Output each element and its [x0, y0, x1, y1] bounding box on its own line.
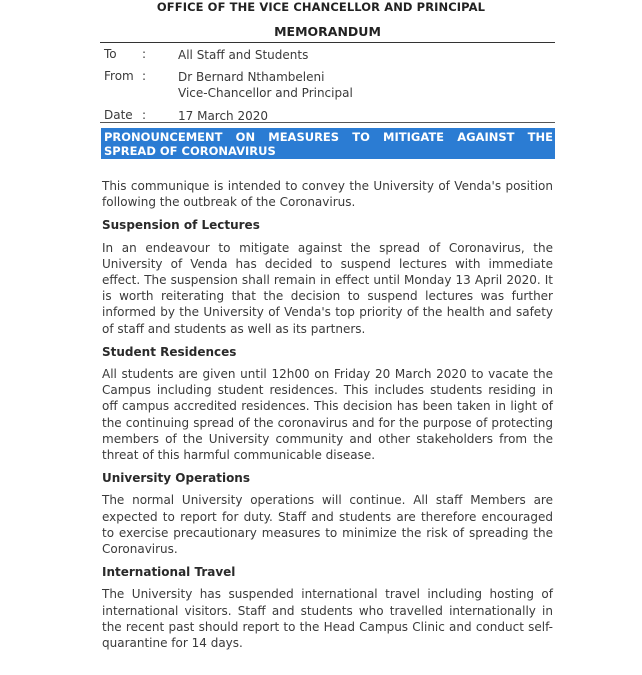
to-label: To: [104, 47, 117, 61]
memo-divider: [100, 42, 555, 43]
section-heading: Student Residences: [102, 344, 237, 359]
section-international-travel: [102, 564, 553, 651]
date-value: 17 March 2020: [178, 109, 269, 123]
date-colon: :: [142, 108, 147, 122]
from-colon: :: [142, 69, 147, 83]
section-body: The normal University operations will continue. All staff Members are expected to report for duty. Staff and students are therefore encouraged to exercise precautionary measures to minimize the risk of spreading the Coronavirus.: [102, 493, 553, 557]
from-value: [178, 69, 353, 101]
section-body: All students are given until 12h00 on Friday 20 March 2020 to vacate the Campus including student residences. This includes students residing in off campus accredited residences. This decision has been taken in light of the continuing spread of the coronavirus and for the purpose of protecting members of the University community and other stakeholders from the threat of this harmful communicable disease.: [102, 367, 553, 463]
section-suspension-of-lectures: [102, 217, 553, 336]
to-colon: :: [142, 47, 147, 61]
from-name: Dr Bernard Nthambeleni: [178, 70, 325, 84]
intro-paragraph: This communique is intended to convey the University of Venda's position following the outbreak of the Coronavirus.: [102, 179, 553, 210]
to-value: All Staff and Students: [178, 48, 309, 62]
section-heading: International Travel: [102, 565, 236, 580]
section-body: The University has suspended international travel including hosting of international visitors. Staff and students who travelled internationally in the recent past should report to the Head Campus Clinic and conduct self-quarantine for 14 days.: [102, 587, 553, 651]
date-label: Date: [104, 108, 133, 122]
section-student-residences: [102, 344, 553, 463]
header-divider: [100, 122, 555, 123]
section-body: In an endeavour to mitigate against the spread of Coronavirus, the University of Venda has decided to suspend lectures with immediate effect. The suspension shall remain in effect until Monday 13 April 2020. It is worth reiterating that the decision to suspend lectures was further informed by the University of Venda's top priority of the health and safety of staff and students as well as its partners.: [102, 240, 553, 336]
memo-title: MEMORANDUM: [274, 24, 381, 39]
from-label: From: [104, 69, 134, 83]
from-title: Vice-Chancellor and Principal: [178, 86, 353, 100]
section-heading: University Operations: [102, 471, 250, 486]
memo-body: [102, 178, 553, 658]
office-title: OFFICE OF THE VICE CHANCELLOR AND PRINCIPAL: [156, 0, 486, 14]
subject-banner: PRONOUNCEMENT ON MEASURES TO MITIGATE AGAINST THE SPREAD OF CORONAVIRUS: [101, 128, 555, 159]
section-university-operations: [102, 470, 553, 557]
section-heading: Suspension of Lectures: [102, 218, 260, 233]
